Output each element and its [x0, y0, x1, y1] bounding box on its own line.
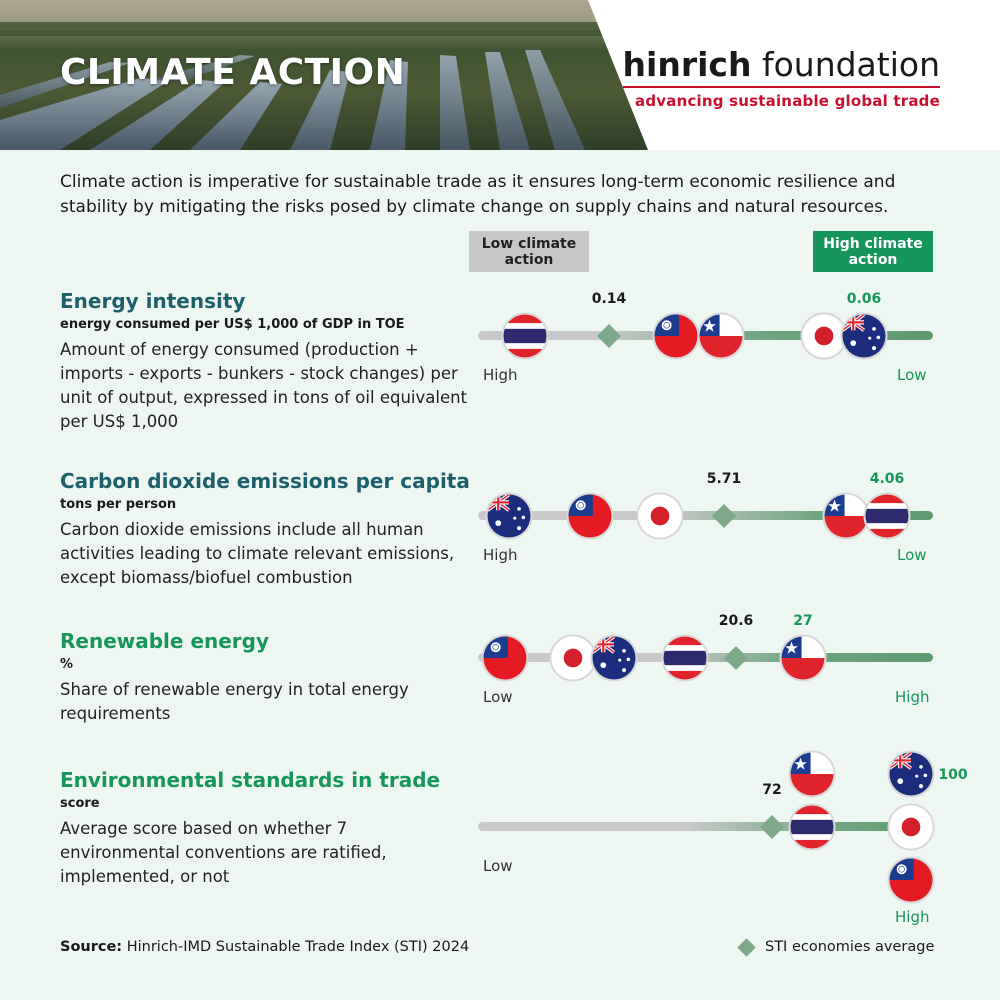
indicator-renewable-energy — [60, 629, 470, 726]
indicator-title: Renewable energy — [60, 629, 270, 653]
japan-flag-icon — [888, 804, 935, 851]
source-label: Source: — [60, 939, 123, 955]
japan-flag-icon — [637, 493, 684, 540]
indicator-title: Environmental standards in trade — [60, 768, 441, 792]
chile-flag-icon — [789, 751, 836, 798]
brand-underline — [623, 86, 940, 88]
source-note — [60, 939, 469, 955]
indicator-description: Amount of energy consumed (production + imports - exports - bunkers - stock changes) per unit of output, expressed in tons of oil equivalent per US$ 1,000 — [60, 340, 468, 431]
indicator-unit: score — [60, 796, 100, 811]
brand-name-bold: hinrich — [622, 45, 752, 84]
best-value-label: 100 — [938, 767, 968, 783]
slider-right-label: Low — [897, 366, 927, 384]
slider-right-label: High — [895, 908, 930, 926]
chile-flag-icon — [698, 313, 745, 360]
thailand-flag-icon — [864, 493, 911, 540]
australia-flag-icon — [591, 635, 638, 682]
taiwan-flag-icon — [888, 857, 935, 904]
taiwan-flag-icon — [567, 493, 614, 540]
average-value-label: 72 — [762, 782, 782, 798]
sti-average-marker — [712, 504, 736, 528]
source-text: Hinrich-IMD Sustainable Trade Index (STI) 2024 — [122, 939, 470, 955]
intro-paragraph: Climate action is imperative for sustainable trade as it ensures long-term economic resilience and stability by mitigating the risks posed by climate change on supply chains and natural resources. — [60, 172, 896, 217]
best-value-label: 4.06 — [869, 471, 905, 487]
sti-average-marker — [597, 324, 621, 348]
best-value-label: 0.06 — [846, 291, 882, 307]
slider-track — [478, 822, 933, 831]
brand-tagline: advancing sustainable global trade — [635, 92, 940, 110]
australia-flag-icon — [486, 493, 533, 540]
average-diamond-icon — [737, 938, 755, 956]
indicator-title: Carbon dioxide emissions per capita — [60, 469, 470, 493]
taiwan-flag-icon — [653, 313, 700, 360]
sti-average-marker — [760, 815, 784, 839]
japan-flag-icon — [550, 635, 597, 682]
slider-right-label: Low — [897, 546, 927, 564]
indicator-description: Carbon dioxide emissions include all human activities leading to climate relevant emissions, except biomass/biofuel combustion — [60, 520, 455, 587]
indicator-co2-per-capita — [60, 469, 470, 590]
slider-left-label: High — [483, 366, 518, 384]
header-banner — [0, 0, 1000, 150]
indicator-unit: tons per person — [60, 497, 177, 512]
indicator-title: Energy intensity — [60, 289, 246, 313]
average-legend — [740, 939, 934, 955]
average-value-label: 5.71 — [706, 471, 742, 487]
taiwan-flag-icon — [482, 635, 529, 682]
slider-right-label: High — [895, 688, 930, 706]
low-climate-action-legend: Low climate action — [469, 231, 589, 272]
thailand-flag-icon — [789, 804, 836, 851]
indicator-unit: energy consumed per US$ 1,000 of GDP in TOE — [60, 317, 405, 332]
australia-flag-icon — [888, 751, 935, 798]
indicator-energy-intensity — [60, 289, 470, 434]
slider-left-label: Low — [483, 688, 513, 706]
average-value-label: 20.6 — [718, 613, 754, 629]
average-value-label: 0.14 — [591, 291, 627, 307]
average-legend-label: STI economies average — [765, 939, 935, 955]
sti-average-marker — [724, 646, 748, 670]
thailand-flag-icon — [502, 313, 549, 360]
slider-left-label: Low — [483, 857, 513, 875]
high-climate-action-legend: High climate action — [813, 231, 933, 272]
brand-name-light: foundation — [751, 45, 940, 84]
indicator-environmental-standards — [60, 768, 470, 889]
page-title: CLIMATE ACTION — [60, 52, 406, 93]
slider-left-label: High — [483, 546, 518, 564]
hinrich-foundation-logo — [623, 45, 940, 110]
thailand-flag-icon — [662, 635, 709, 682]
australia-flag-icon — [841, 313, 888, 360]
indicator-unit: % — [60, 657, 74, 672]
indicator-description: Share of renewable energy in total energy requirements — [60, 680, 409, 723]
chile-flag-icon — [780, 635, 827, 682]
chile-flag-icon — [823, 493, 870, 540]
best-value-label: 27 — [793, 613, 813, 629]
indicator-description: Average score based on whether 7 environmental conventions are ratified, implemented, or not — [60, 819, 387, 886]
